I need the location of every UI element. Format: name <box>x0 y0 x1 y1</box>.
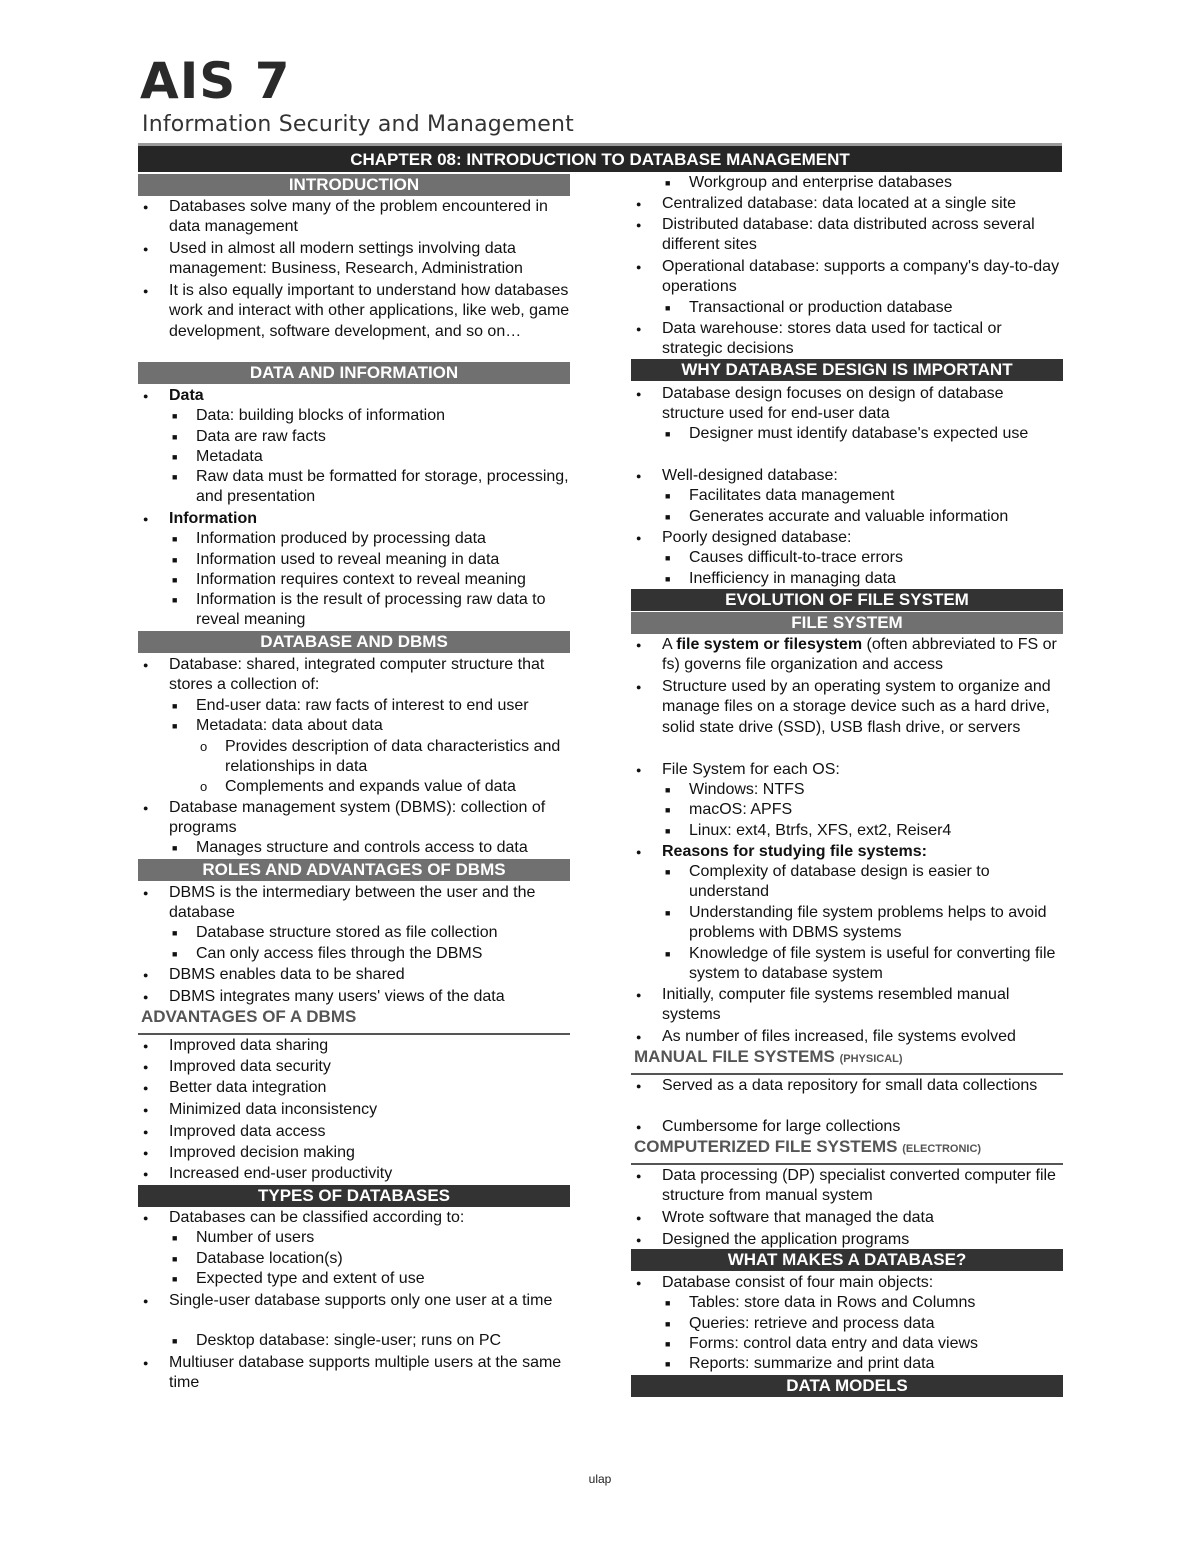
list-item: ■ Metadata <box>172 448 263 465</box>
section-evolution-of-file-system: EVOLUTION OF FILE SYSTEM <box>631 589 1063 611</box>
list-item: ● Distributed database: data distributed across several different sites <box>636 216 1035 254</box>
list-item: ● Used in almost all modern settings involving data management: Business, Research, Administration <box>143 240 523 278</box>
list-item: ■ Understanding file system problems helps to avoid problems with DBMS systems <box>665 904 1047 942</box>
list-item: ■ Desktop database: single-user; runs on PC <box>172 1332 502 1349</box>
list-item: ● Database design focuses on design of database structure used for end-user data <box>636 385 1004 423</box>
list-item: ● Poorly designed database: <box>636 529 852 546</box>
list-item: o Complements and expands value of data <box>200 778 516 795</box>
list-item: ● Database consist of four main objects: <box>636 1274 934 1291</box>
list-item: ● Databases solve many of the problem encountered in data management <box>143 198 548 236</box>
list-item: ■ Information is the result of processing raw data to reveal meaning <box>172 591 546 629</box>
list-item: ■ Expected type and extent of use <box>172 1270 425 1287</box>
subsection-advantages-of-dbms: ADVANTAGES OF A DBMS <box>138 1007 570 1035</box>
list-item: ● File System for each OS: <box>636 761 840 778</box>
section-file-system: FILE SYSTEM <box>631 612 1063 634</box>
list-item: ■ macOS: APFS <box>665 801 793 818</box>
list-item: ■ Manages structure and controls access to data <box>172 839 528 856</box>
section-roles-and-advantages: ROLES AND ADVANTAGES OF DBMS <box>138 859 570 881</box>
section-data-models: DATA MODELS <box>631 1375 1063 1397</box>
section-data-and-information: DATA AND INFORMATION <box>138 362 570 384</box>
page-footer: ulap <box>588 1472 612 1486</box>
list-item: ■ Knowledge of file system is useful for converting file system to database system <box>665 945 1056 983</box>
list-item: ● Better data integration <box>143 1079 327 1096</box>
list-item: ■ Linux: ext4, Btrfs, XFS, ext2, Reiser4 <box>665 822 952 839</box>
list-item: ● Improved data access <box>143 1123 326 1140</box>
list-item: ● Designed the application programs <box>636 1231 910 1248</box>
list-item: ● DBMS enables data to be shared <box>143 966 405 983</box>
list-item: ■ Database structure stored as file collection <box>172 924 498 941</box>
list-item: ● Data warehouse: stores data used for tactical or strategic decisions <box>636 320 1002 358</box>
list-item: ● Cumbersome for large collections <box>636 1118 901 1135</box>
chapter-heading: CHAPTER 08: INTRODUCTION TO DATABASE MANAGEMENT <box>138 143 1062 172</box>
list-item: ● Database management system (DBMS): collection of programs <box>143 799 546 837</box>
list-item: ■ Data: building blocks of information <box>172 407 446 424</box>
list-item: ■ End-user data: raw facts of interest to end user <box>172 697 529 714</box>
list-item: ■ Inefficiency in managing data <box>665 570 896 587</box>
list-item: ● Structure used by an operating system to organize and manage files on a storage device such as a hard drive, solid state drive (SSD), USB flash drive, or servers <box>636 678 1051 736</box>
list-item: ● Information <box>143 510 257 527</box>
list-item: ■ Forms: control data entry and data views <box>665 1335 979 1352</box>
list-item: ● Data processing (DP) specialist converted computer file structure from manual system <box>636 1167 1056 1205</box>
section-what-makes-a-database: WHAT MAKES A DATABASE? <box>631 1249 1063 1271</box>
list-item: ● As number of files increased, file systems evolved <box>636 1028 1016 1045</box>
list-item: ● Database: shared, integrated computer structure that stores a collection of: <box>143 656 545 694</box>
list-item: ● Initially, computer file systems resembled manual systems <box>636 986 1010 1024</box>
section-why-database-design: WHY DATABASE DESIGN IS IMPORTANT <box>631 359 1063 381</box>
list-item: ● Single-user database supports only one user at a time <box>143 1292 553 1309</box>
list-item: ■ Database location(s) <box>172 1250 343 1267</box>
section-types-of-databases: TYPES OF DATABASES <box>138 1185 570 1207</box>
list-item: ■ Designer must identify database's expected use <box>665 425 1029 442</box>
list-item: ■ Facilitates data management <box>665 487 895 504</box>
list-item: ■ Workgroup and enterprise databases <box>665 174 952 191</box>
list-item: ● Well-designed database: <box>636 467 838 484</box>
list-item: ● Multiuser database supports multiple users at the same time <box>143 1354 562 1392</box>
list-item: ● Wrote software that managed the data <box>636 1209 934 1226</box>
list-item: ● Operational database: supports a company's day-to-day operations <box>636 258 1060 296</box>
list-item: ● DBMS integrates many users' views of the data <box>143 988 505 1005</box>
list-item: ■ Raw data must be formatted for storage, processing, and presentation <box>172 468 569 506</box>
list-item: ■ Causes difficult-to-trace errors <box>665 549 903 566</box>
list-item: ■ Transactional or production database <box>665 299 953 316</box>
list-item: ■ Number of users <box>172 1229 315 1246</box>
list-item: ■ Metadata: data about data <box>172 717 383 734</box>
list-item: ● Increased end-user productivity <box>143 1165 393 1182</box>
list-item: ● Improved data security <box>143 1058 331 1075</box>
list-item: ■ Queries: retrieve and process data <box>665 1315 935 1332</box>
list-item: ■ Information used to reveal meaning in data <box>172 551 500 568</box>
list-item: ● Databases can be classified according to: <box>143 1209 465 1226</box>
list-item: ■ Information requires context to reveal meaning <box>172 571 526 588</box>
list-item: o Provides description of data characteristics and relationships in data <box>200 738 561 776</box>
list-item: ● Centralized database: data located at a single site <box>636 195 1017 212</box>
list-item: ■ Complexity of database design is easier to understand <box>665 863 990 901</box>
list-item: ● Improved decision making <box>143 1144 355 1161</box>
list-item: ● Improved data sharing <box>143 1037 329 1054</box>
list-item: ■ Windows: NTFS <box>665 781 805 798</box>
subsection-manual-file-systems: MANUAL FILE SYSTEMS (PHYSICAL) <box>631 1047 1063 1075</box>
list-item: ● Reasons for studying file systems: <box>636 843 927 860</box>
list-item: ● A file system or filesystem (often abbreviated to FS or fs) governs file organization and access <box>636 636 1057 674</box>
list-item: ■ Data are raw facts <box>172 428 326 445</box>
section-database-and-dbms: DATABASE AND DBMS <box>138 631 570 653</box>
list-item: ■ Reports: summarize and print data <box>665 1355 935 1372</box>
list-item: ■ Can only access files through the DBMS <box>172 945 483 962</box>
list-item: ■ Generates accurate and valuable information <box>665 508 1009 525</box>
list-item: ■ Information produced by processing data <box>172 530 486 547</box>
list-item: ● It is also equally important to understand how databases work and interact with other applications, like web, game development, software development, and so on… <box>143 282 570 340</box>
list-item: ● Served as a data repository for small data collections <box>636 1077 1038 1094</box>
subsection-computerized-file-systems: COMPUTERIZED FILE SYSTEMS (ELECTRONIC) <box>631 1137 1063 1165</box>
document-subtitle: Information Security and Management <box>142 112 574 137</box>
list-item: ■ Tables: store data in Rows and Columns <box>665 1294 976 1311</box>
document-title: AIS 7 <box>140 52 291 110</box>
list-item: ● Data <box>143 387 204 404</box>
list-item: ● DBMS is the intermediary between the user and the database <box>143 884 536 922</box>
section-introduction: INTRODUCTION <box>138 174 570 196</box>
list-item: ● Minimized data inconsistency <box>143 1101 378 1118</box>
